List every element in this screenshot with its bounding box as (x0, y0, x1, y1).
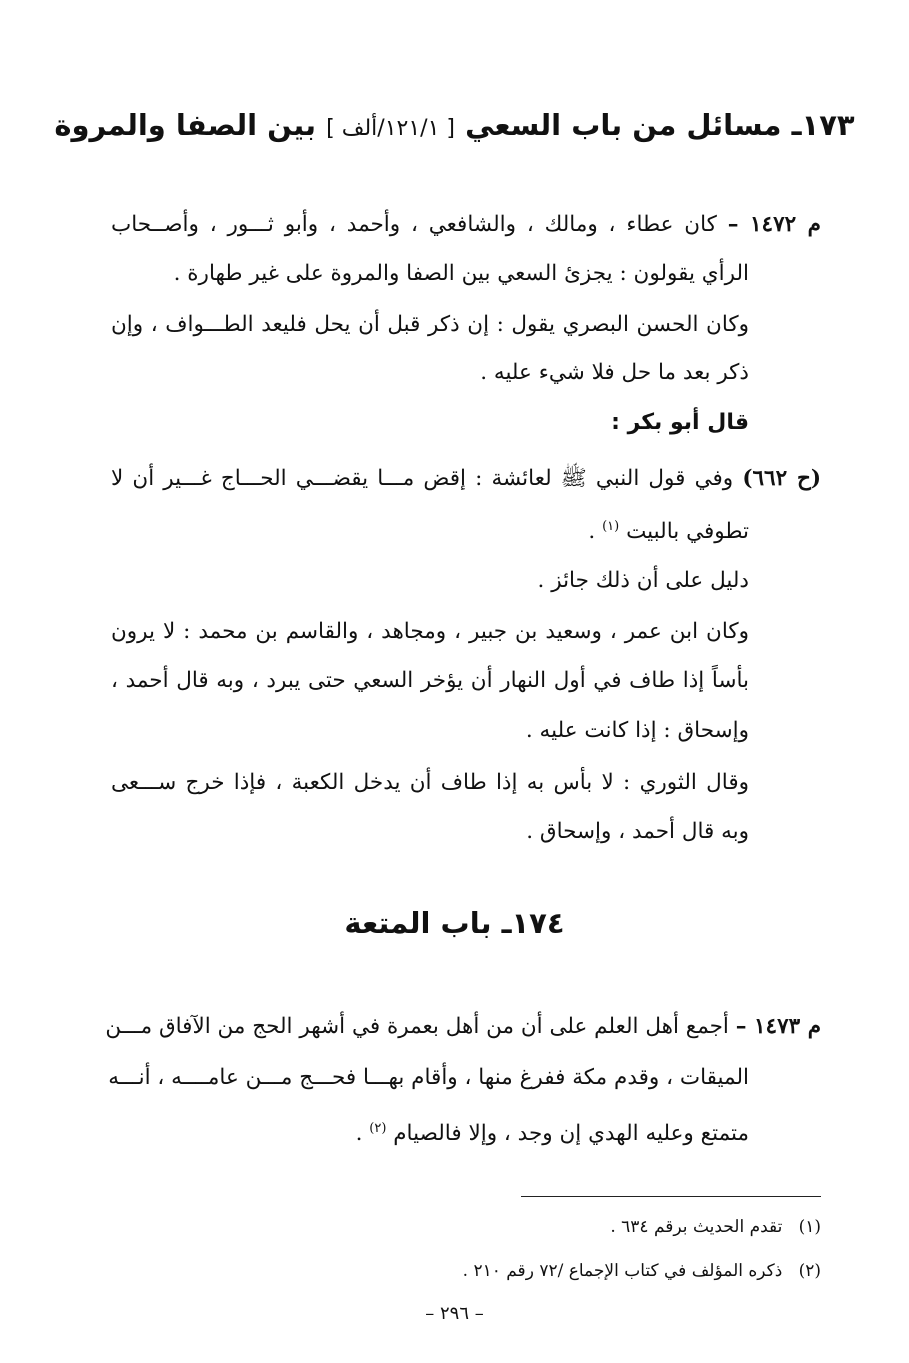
paragraph-line: م ١٤٧٢ – كان عطاء ، ومالك ، والشافعي ، وأحمد ، وأبو ثـــور ، وأصــحاب (111, 212, 821, 237)
paragraph-line: م ١٤٧٣ – أجمع أهل العلم على أن من أهل بعمرة في أشهر الحج من الآفاق مـــن (105, 1014, 821, 1039)
issue-number: م ١٤٧٣ – (735, 1014, 821, 1039)
footnote-text: تقدم الحديث برقم ٦٣٤ . (610, 1217, 783, 1237)
paragraph-line: متمتع وعليه الهدي إن وجد ، وإلا فالصيام $^{(٢)}$ . (355, 1121, 749, 1147)
footnote (463, 1261, 821, 1281)
paragraph-line: وبه قال أحمد ، وإسحاق . (526, 819, 749, 844)
page-number: – ٢٩٦ – (425, 1303, 484, 1324)
manuscript-ref: [ ١٢١/١/ألف ] (326, 116, 455, 141)
footnote-text: ذكره المؤلف في كتاب الإجماع /٧٢ رقم ٢١٠ . (462, 1261, 783, 1281)
paragraph-line: وكان الحسن البصري يقول : إن ذكر قبل أن يحل فليعد الطـــواف ، وإن (111, 312, 749, 337)
paragraph-line: وكان ابن عمر ، وسعيد بن جبير ، ومجاهد ، والقاسم بن محمد : لا يرون (111, 619, 749, 644)
paragraph-line: الميقات ، وقدم مكة ففرغ منها ، وأقام بهـــا فحـــج مـــن عامــــه ، أنـــه (108, 1065, 749, 1090)
hadith-number: (ح ٦٦٢) (742, 466, 821, 491)
paragraph-line: دليل على أن ذلك جائز . (537, 568, 749, 593)
footnote-number: (١) (798, 1217, 821, 1237)
paragraph-line: بأساً إذا طاف في أول النهار أن يؤخر السعي حتى يبرد ، وبه قال أحمد ، (111, 668, 749, 693)
paragraph-line: ذكر بعد ما حل فلا شيء عليه . (480, 360, 749, 385)
issue-number: م ١٤٧٢ – (727, 212, 821, 237)
footnote-number: (٢) (798, 1261, 821, 1281)
section-heading-174 (0, 906, 909, 940)
section-heading-173 (0, 108, 909, 142)
footnote-marker: (١) (602, 519, 620, 534)
paragraph-line: الرأي يقولون : يجزئ السعي بين الصفا والمروة على غير طهارة . (173, 261, 749, 286)
section-title-tail: بين الصفا والمروة (54, 108, 317, 142)
footnote-divider (521, 1196, 821, 1197)
paragraph-line: وقال الثوري : لا بأس به إذا طاف أن يدخل الكعبة ، فإذا خرج ســـعى (111, 770, 749, 795)
section-title: ١٧٤ـ باب المتعة (344, 906, 565, 940)
hadith-line: (ح ٦٦٢) وفي قول النبي ﷺ لعائشة : إقض مـــا يقضـــي الحـــاج غـــير أن لا (111, 466, 821, 491)
footnote-marker: (٢) (369, 1121, 387, 1136)
footnote (610, 1217, 821, 1237)
hadith-line: تطوفي بالبيت $^{(١)}$ . (588, 519, 749, 545)
abu-bakr-label: قال أبو بكر : (611, 410, 749, 435)
paragraph-line: وإسحاق : إذا كانت عليه . (525, 718, 749, 743)
section-title: ١٧٣ـ مسائل من باب السعي (465, 108, 855, 142)
